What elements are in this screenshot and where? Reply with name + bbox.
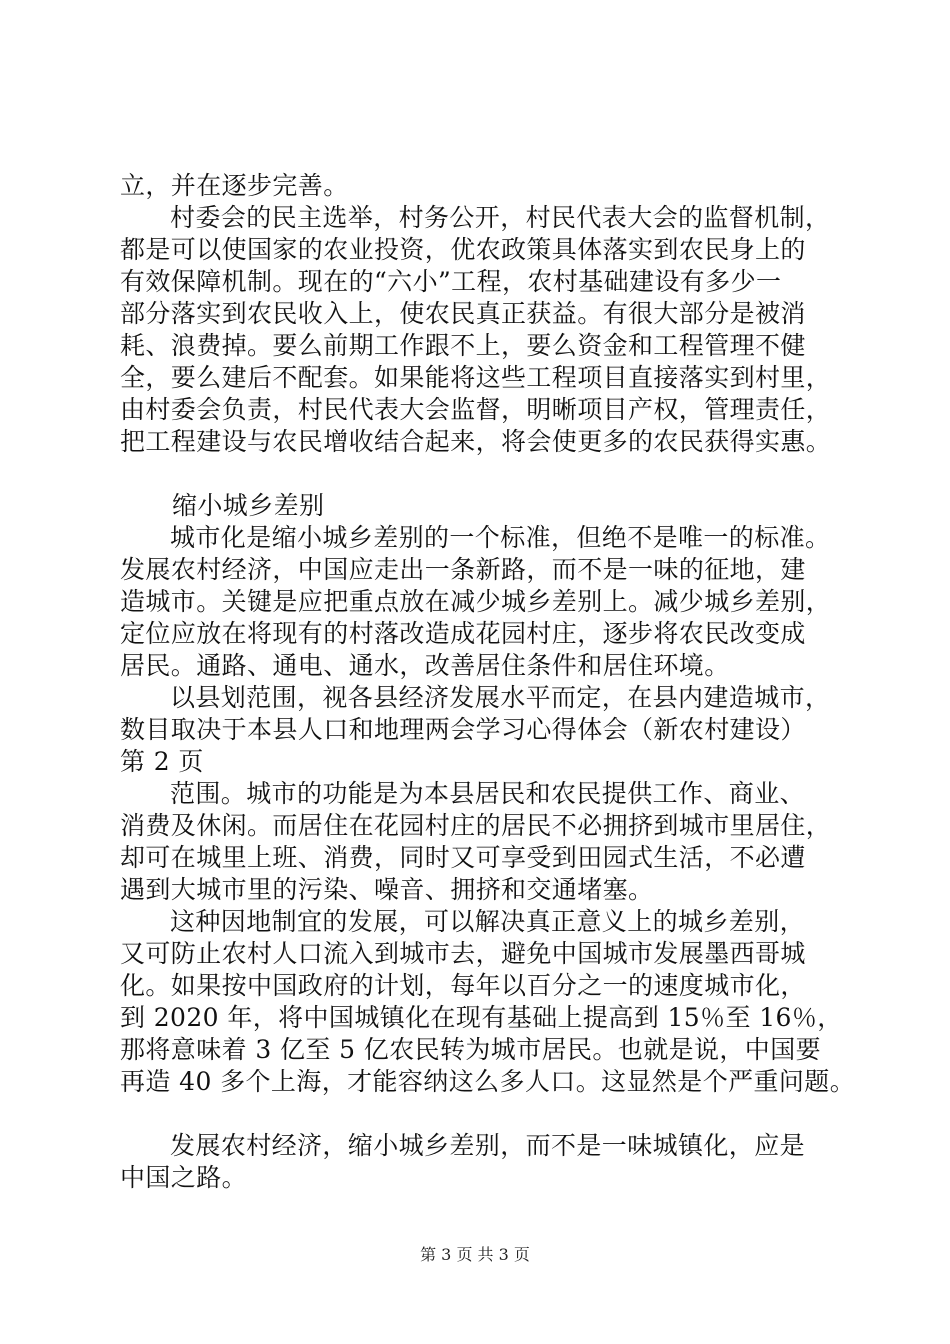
text-line: 遇到大城市里的污染、噪音、拥挤和交通堵塞。	[120, 875, 654, 904]
text-line: 到 2020 年，将中国城镇化在现有基础上提高到 15％至 16％，	[120, 1003, 843, 1032]
paragraph-start-line: 村委会的民主选举，村务公开，村民代表大会的监督机制，	[170, 203, 831, 232]
text-line: 全，要么建后不配套。如果能将这些工程项目直接落实到村里，	[120, 363, 832, 392]
text-line: 由村委会负责，村民代表大会监督，明晰项目产权，管理责任，	[120, 395, 832, 424]
text-line: 发展农村经济，中国应走出一条新路，而不是一味的征地，建	[120, 555, 806, 584]
paragraph-gap	[120, 1098, 840, 1130]
text-line: 又可防止农村人口流入到城市去，避免中国城市发展墨西哥城	[120, 939, 806, 968]
inline-page-marker: 第 2 页	[120, 747, 204, 776]
page-footer: 第 3 页 共 3 页	[420, 1245, 530, 1264]
paragraph-start-line: 以县划范围，视各县经济发展水平而定，在县内建造城市，	[170, 683, 831, 712]
text-line: 中国之路。	[120, 1163, 248, 1192]
text-line: 定位应放在将现有的村落改造成花园村庄，逐步将农民改变成	[120, 619, 806, 648]
text-line: 数目取决于本县人口和地理两会学习心得体会（新农村建设）	[120, 715, 806, 744]
text-line: 都是可以使国家的农业投资，优农政策具体落实到农民身上的	[120, 235, 806, 264]
text-line: 造城市。关键是应把重点放在减少城乡差别上。减少城乡差别，	[120, 587, 832, 616]
text-line: 却可在城里上班、消费，同时又可享受到田园式生活，不必遭	[120, 843, 806, 872]
text-line: 立，并在逐步完善。	[120, 171, 349, 200]
document-body	[120, 170, 856, 1194]
section-heading: 缩小城乡差别	[172, 491, 325, 520]
paragraph-gap	[120, 458, 840, 490]
paragraph-start-line: 发展农村经济，缩小城乡差别，而不是一味城镇化，应是	[170, 1131, 806, 1160]
text-line: 再造 40 多个上海，才能容纳这么多人口。这显然是个严重问题。	[120, 1067, 856, 1096]
text-line: 消费及休闲。而居住在花园村庄的居民不必拥挤到城市里居住，	[120, 811, 832, 840]
text-line: 居民。通路、通电、通水，改善居住条件和居住环境。	[120, 651, 730, 680]
text-line: 把工程建设与农民增收结合起来，将会使更多的农民获得实惠。	[120, 427, 832, 456]
text-line: 耗、浪费掉。要么前期工作跟不上，要么资金和工程管理不健	[120, 331, 806, 360]
paragraph-start-line: 范围。城市的功能是为本县居民和农民提供工作、商业、	[170, 779, 806, 808]
text-line: 那将意味着 3 亿至 5 亿农民转为城市居民。也就是说，中国要	[120, 1035, 822, 1064]
text-line: 有效保障机制。现在的“六小”工程，农村基础建设有多少一	[120, 267, 782, 296]
text-line: 部分落实到农民收入上，使农民真正获益。有很大部分是被消	[120, 299, 806, 328]
text-line: 化。如果按中国政府的计划，每年以百分之一的速度城市化，	[120, 971, 806, 1000]
paragraph-start-line: 城市化是缩小城乡差别的一个标准，但绝不是唯一的标准。	[170, 523, 831, 552]
paragraph-start-line: 这种因地制宜的发展，可以解决真正意义上的城乡差别，	[170, 907, 806, 936]
